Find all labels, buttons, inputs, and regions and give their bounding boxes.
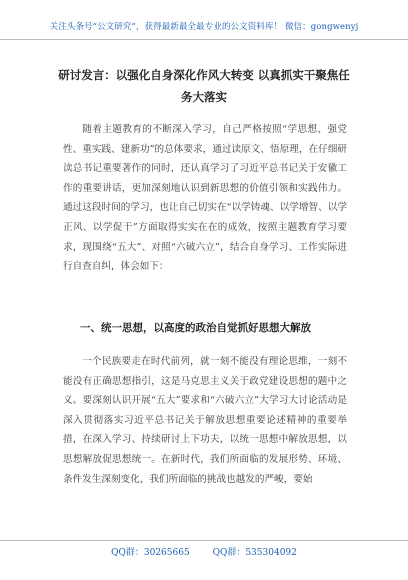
body-paragraph-intro-text: 随着主题教育的不断深入学习，自己严格按照“学思想、强党性、重实践、建新功”的总体要求，通过读原文、悟原理，在仔细研读总书记重要著作的同时，还认真学习了习近平总书记关于安徽工作的重要讲话，更加深刻地认识到新思想的价值引领和实践伟力。通过这段时间的学习，也让自己切实在“以学铸魂、以学增智、以学正风、以学促干”方面取得实实在在的成效，按照主题教育学习要求，现围绕“五大”、对照“六破六立”，结合自身学习、工作实际进行自查自纠，体会如下：	[63, 124, 347, 273]
document-title-line-2: 务大落实	[181, 90, 227, 104]
document-title-line-1: 研讨发言：以强化自身深化作风大转变 以真抓实干聚焦任	[58, 68, 350, 82]
body-paragraph-section-1-text: 一个民族要走在时代前列，就一刻不能没有理论思维，一刻不能没有正确思想指引，这是马克思主义关于政党建设思想的题中之义。要深刻认识开展“五大”要求和“六破六立”大学习大讨论活动是深入贯彻落实习近平总书记关于解放思想重要论述精神的重要举措，在深入学习、持续研讨上下功夫，以统一思想中解放思想，以思想解放促思想统一。在新时代，我们所面临的发展形势、环境、条件发生深刻变化，我们所面临的挑战也越发的严峻，要始	[63, 356, 347, 485]
footer-qq-group-2: QQ群：535304092	[212, 548, 297, 558]
page-header-banner: 关注头条号“公文研究”，获得最新最全最专业的公文资料库！ 微信：gongwenyj	[0, 20, 408, 40]
page-footer	[0, 540, 408, 558]
body-paragraph-section-1	[63, 352, 347, 489]
body-paragraph-intro	[63, 120, 347, 277]
section-heading-1: 一、统一思想，以高度的政治自觉抓好思想大解放	[80, 322, 311, 334]
document-title	[58, 64, 350, 108]
footer-qq-group-1: QQ群：30265665	[111, 548, 190, 558]
